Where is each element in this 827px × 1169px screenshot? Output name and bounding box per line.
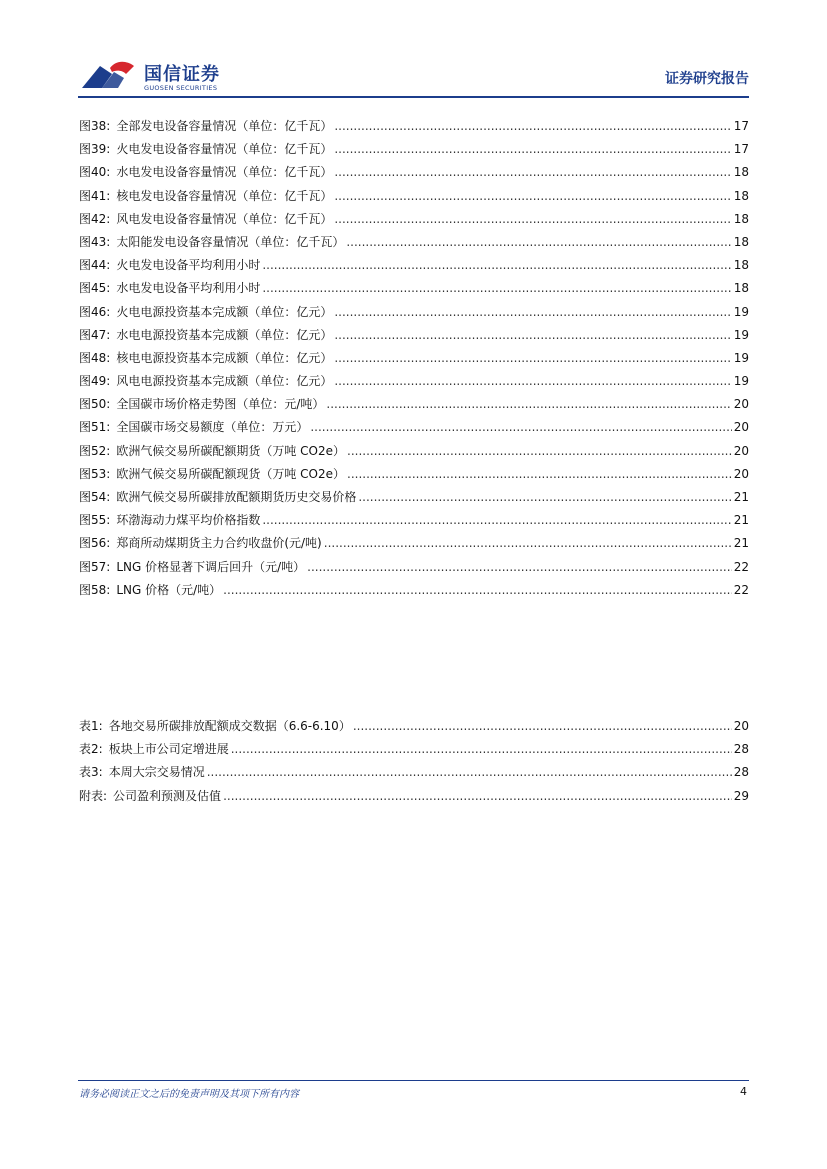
toc-dot-leader xyxy=(262,258,731,272)
figure-toc-entry[interactable] xyxy=(79,581,749,604)
header-divider xyxy=(78,96,749,98)
figure-toc-entry[interactable] xyxy=(79,488,749,511)
toc-entry-title: 太阳能发电设备容量情况（单位：亿千瓦） xyxy=(116,234,345,249)
toc-entry-label: 表2: xyxy=(79,742,103,757)
figure-toc-entry[interactable] xyxy=(79,163,749,186)
toc-entry-page: 19 xyxy=(733,350,749,365)
toc-dot-leader xyxy=(231,742,732,756)
toc-entry-label: 图40: xyxy=(79,165,111,180)
figure-toc-entry[interactable] xyxy=(79,279,749,302)
figure-toc-entry[interactable] xyxy=(79,117,749,140)
toc-entry-label: 图46: xyxy=(79,304,111,319)
toc-entry-title: 本周大宗交易情况 xyxy=(108,765,205,780)
toc-entry-label: 图58: xyxy=(79,582,111,597)
toc-entry-label: 图57: xyxy=(79,559,111,574)
toc-entry-page: 22 xyxy=(733,559,749,574)
toc-dot-leader xyxy=(334,142,731,156)
toc-entry-title: LNG 价格（元/吨） xyxy=(116,582,222,597)
toc-entry-title: 郑商所动煤期货主力合约收盘价(元/吨) xyxy=(116,536,322,551)
toc-entry-page: 18 xyxy=(733,281,749,296)
toc-entry-title: 各地交易所碳排放配额成交数据（6.6-6.10） xyxy=(108,719,351,733)
figure-toc-entry[interactable] xyxy=(79,418,749,441)
toc-dot-leader xyxy=(334,189,731,203)
toc-dot-leader xyxy=(334,328,731,342)
toc-dot-leader xyxy=(207,765,732,779)
toc-entry-page: 21 xyxy=(733,513,749,528)
figure-toc-entry[interactable] xyxy=(79,511,749,534)
toc-entry-label: 图39: xyxy=(79,142,111,157)
page-number: 4 xyxy=(740,1085,747,1098)
toc-dot-leader xyxy=(334,351,731,365)
toc-entry-title: 风电电源投资基本完成额（单位：亿元） xyxy=(116,374,333,389)
toc-dot-leader xyxy=(310,420,731,434)
toc-entry-title: 全部发电设备容量情况（单位：亿千瓦） xyxy=(116,119,333,133)
page-header xyxy=(0,0,827,100)
toc-entry-label: 图42: xyxy=(79,211,111,226)
toc-entry-title: 水电电源投资基本完成额（单位：亿元） xyxy=(116,327,333,342)
toc-entry-label: 图53: xyxy=(79,466,111,481)
toc-entry-page: 22 xyxy=(733,582,749,597)
figure-toc-entry[interactable] xyxy=(79,326,749,349)
figure-toc-entry[interactable] xyxy=(79,233,749,256)
toc-entry-label: 图43: xyxy=(79,234,111,249)
toc-entry-label: 附表: xyxy=(79,788,108,803)
toc-entry-page: 28 xyxy=(733,742,749,757)
figure-toc-entry[interactable] xyxy=(79,303,749,326)
toc-entry-page: 20 xyxy=(733,420,749,435)
toc-dot-leader xyxy=(334,119,731,133)
toc-entry-title: 火电电源投资基本完成额（单位：亿元） xyxy=(116,304,333,319)
toc-entry-page: 18 xyxy=(733,258,749,273)
toc-entry-title: 水电发电设备平均利用小时 xyxy=(116,281,261,296)
figure-toc-entry[interactable] xyxy=(79,372,749,395)
toc-entry-label: 图44: xyxy=(79,258,111,273)
toc-entry-page: 21 xyxy=(733,536,749,551)
toc-entry-label: 图49: xyxy=(79,374,111,389)
toc-entry-label: 图52: xyxy=(79,443,111,458)
figure-toc-entry[interactable] xyxy=(79,349,749,372)
company-logo xyxy=(80,58,240,94)
figure-toc-entry[interactable] xyxy=(79,210,749,233)
toc-entry-title: LNG 价格显著下调后回升（元/吨） xyxy=(116,559,306,574)
toc-entry-label: 表1: xyxy=(79,719,103,733)
figure-toc-entry[interactable] xyxy=(79,256,749,279)
toc-dot-leader xyxy=(262,513,731,527)
toc-entry-page: 29 xyxy=(733,788,749,803)
brand-name-cn: 国信证券 xyxy=(144,64,220,85)
toc-entry-title: 水电发电设备容量情况（单位：亿千瓦） xyxy=(116,165,333,180)
figure-toc-entry[interactable] xyxy=(79,534,749,557)
toc-dot-leader xyxy=(334,374,731,388)
toc-entry-label: 图51: xyxy=(79,420,111,435)
toc-dot-leader xyxy=(334,165,731,179)
toc-entry-page: 19 xyxy=(733,374,749,389)
toc-entry-page: 19 xyxy=(733,304,749,319)
toc-entry-title: 核电电源投资基本完成额（单位：亿元） xyxy=(116,350,333,365)
toc-dot-leader xyxy=(347,444,732,458)
footer-divider xyxy=(78,1080,749,1081)
toc-entry-page: 21 xyxy=(733,490,749,504)
toc-dot-leader xyxy=(223,583,732,597)
toc-entry-page: 20 xyxy=(733,466,749,481)
toc-dot-leader xyxy=(353,719,732,733)
footer-disclaimer: 请务必阅读正文之后的免责声明及其项下所有内容 xyxy=(79,1089,299,1100)
brand-name-en: GUOSEN SECURITIES xyxy=(144,84,218,92)
toc-entry-label: 图41: xyxy=(79,188,111,203)
toc-dot-leader xyxy=(324,536,732,550)
toc-entry-label: 图38: xyxy=(79,119,111,133)
toc-dot-leader xyxy=(223,789,732,803)
toc-entry-page: 17 xyxy=(733,119,749,133)
toc-entry-title: 欧洲气候交易所碳配额期货（万吨 CO2e） xyxy=(116,443,345,458)
toc-entry-page: 18 xyxy=(733,211,749,226)
toc-entry-label: 表3: xyxy=(79,765,103,780)
toc-dot-leader xyxy=(307,560,732,574)
toc-entry-title: 火电发电设备容量情况（单位：亿千瓦） xyxy=(116,142,333,157)
toc-entry-page: 28 xyxy=(733,765,749,780)
toc-entry-label: 图54: xyxy=(79,490,111,504)
figure-toc-entry[interactable] xyxy=(79,140,749,163)
toc-entry-title: 全国碳市场价格走势图（单位：元/吨） xyxy=(116,397,325,412)
table-toc-entry[interactable] xyxy=(79,740,749,763)
toc-entry-title: 全国碳市场交易额度（单位：万元） xyxy=(116,420,309,435)
toc-entry-title: 板块上市公司定增进展 xyxy=(108,742,229,757)
toc-entry-title: 欧洲气候交易所碳排放配额期货历史交易价格 xyxy=(116,490,357,504)
table-toc-entry[interactable] xyxy=(79,787,749,810)
table-list xyxy=(79,717,749,810)
figure-toc-entry[interactable] xyxy=(79,558,749,581)
toc-dot-leader xyxy=(334,212,731,226)
toc-entry-page: 20 xyxy=(733,443,749,458)
report-type: 证券研究报告 xyxy=(665,71,749,87)
toc-dot-leader xyxy=(334,305,731,319)
toc-entry-page: 18 xyxy=(733,165,749,180)
toc-entry-page: 20 xyxy=(733,719,749,733)
toc-entry-label: 图47: xyxy=(79,327,111,342)
figure-toc-entry[interactable] xyxy=(79,187,749,210)
figure-toc-entry[interactable] xyxy=(79,395,749,418)
toc-entry-label: 图48: xyxy=(79,350,111,365)
toc-entry-page: 17 xyxy=(733,142,749,157)
toc-dot-leader xyxy=(347,467,732,481)
toc-entry-title: 风电发电设备容量情况（单位：亿千瓦） xyxy=(116,211,333,226)
toc-entry-page: 19 xyxy=(733,327,749,342)
toc-entry-page: 18 xyxy=(733,234,749,249)
toc-entry-label: 图50: xyxy=(79,397,111,412)
toc-dot-leader xyxy=(326,397,731,411)
table-toc-entry[interactable] xyxy=(79,763,749,786)
figure-toc-entry[interactable] xyxy=(79,442,749,465)
toc-entry-label: 图45: xyxy=(79,281,111,296)
guosen-logo-icon xyxy=(80,58,140,94)
figure-list xyxy=(79,117,749,604)
toc-entry-title: 核电发电设备容量情况（单位：亿千瓦） xyxy=(116,188,333,203)
toc-entry-title: 环渤海动力煤平均价格指数 xyxy=(116,513,261,528)
toc-entry-page: 18 xyxy=(733,188,749,203)
toc-entry-title: 火电发电设备平均利用小时 xyxy=(116,258,261,273)
figure-toc-entry[interactable] xyxy=(79,465,749,488)
table-toc-entry[interactable] xyxy=(79,717,749,740)
toc-entry-label: 图55: xyxy=(79,513,111,528)
toc-entry-title: 公司盈利预测及估值 xyxy=(113,788,222,803)
toc-dot-leader xyxy=(262,281,731,295)
toc-entry-page: 20 xyxy=(733,397,749,412)
toc-dot-leader xyxy=(346,235,731,249)
toc-entry-title: 欧洲气候交易所碳配额现货（万吨 CO2e） xyxy=(116,466,345,481)
toc-entry-label: 图56: xyxy=(79,536,111,551)
toc-dot-leader xyxy=(358,490,731,504)
